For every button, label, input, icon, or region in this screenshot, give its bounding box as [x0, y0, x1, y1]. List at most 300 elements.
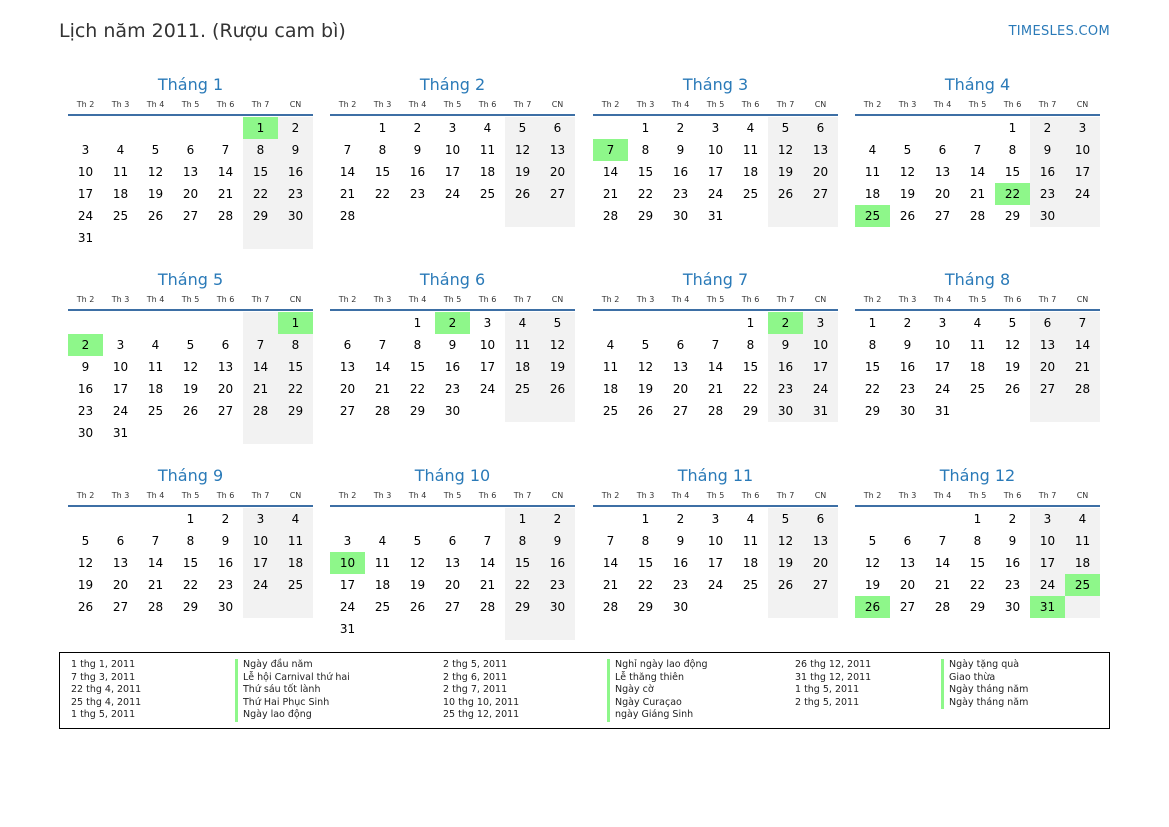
day-cell: 21 — [147, 578, 164, 592]
day-cell: 29 — [969, 600, 986, 614]
weekday-label: Th 3 — [373, 100, 392, 109]
day-cell: 18 — [278, 552, 313, 574]
weekday-label: CN — [289, 100, 302, 109]
empty-cell — [278, 596, 313, 618]
day-cell: 5 — [1008, 316, 1017, 330]
day-cell: 23 — [409, 187, 426, 201]
legend-date: 2 thg 5, 2011 — [443, 659, 508, 670]
day-cell: 7 — [938, 534, 947, 548]
month-name: Tháng 12 — [939, 466, 1016, 485]
day-cell: 7 — [378, 338, 387, 352]
day-cell: 24 — [77, 209, 94, 223]
day-cell: 6 — [343, 338, 352, 352]
day-cell: 6 — [221, 338, 230, 352]
day-cell: 26 — [768, 574, 803, 596]
weekday-label: Th 7 — [1038, 100, 1057, 109]
month-block — [330, 74, 575, 227]
weekday-label: Th 2 — [76, 100, 95, 109]
weekday-label: Th 2 — [601, 295, 620, 304]
day-cell: 4 — [151, 338, 160, 352]
day-cell: 20 — [444, 578, 461, 592]
day-grid — [855, 116, 1100, 227]
weekday-label: Th 2 — [76, 491, 95, 500]
weekday-header — [593, 96, 838, 116]
weekday-label: Th 4 — [408, 491, 427, 500]
day-cell: 10 — [1030, 530, 1065, 552]
empty-cell — [663, 312, 698, 334]
month-name: Tháng 6 — [419, 270, 486, 289]
day-grid — [855, 507, 1100, 618]
day-cell: 21 — [602, 578, 619, 592]
day-cell: 15 — [969, 556, 986, 570]
day-grid — [593, 311, 838, 422]
weekday-label: Th 4 — [671, 295, 690, 304]
day-cell: 4 — [116, 143, 125, 157]
weekday-label: Th 6 — [216, 100, 235, 109]
weekday-label: Th 2 — [338, 295, 357, 304]
day-cell: 31 — [803, 400, 838, 422]
day-cell: 19 — [77, 578, 94, 592]
day-cell: 14 — [243, 356, 278, 378]
weekday-label: Th 7 — [1038, 491, 1057, 500]
empty-cell — [278, 227, 313, 249]
day-cell: 9 — [221, 534, 230, 548]
day-cell: 1 — [1008, 121, 1017, 135]
day-cell: 10 — [243, 530, 278, 552]
empty-cell — [173, 117, 208, 139]
day-cell: 22 — [637, 578, 654, 592]
day-cell: 19 — [505, 161, 540, 183]
empty-cell — [628, 312, 663, 334]
day-cell: 24 — [1065, 183, 1100, 205]
day-cell: 11 — [742, 143, 759, 157]
day-cell: 31 — [934, 404, 951, 418]
day-cell: 8 — [278, 334, 313, 356]
day-cell: 14 — [1065, 334, 1100, 356]
day-cell: 13 — [803, 139, 838, 161]
legend-holiday-name: Thứ Hai Phục Sinh — [235, 697, 350, 710]
weekday-label: Th 7 — [776, 100, 795, 109]
month-block — [855, 74, 1100, 227]
day-cell: 11 — [147, 360, 164, 374]
day-cell: 8 — [505, 530, 540, 552]
empty-cell — [400, 618, 435, 640]
day-cell: 13 — [339, 360, 356, 374]
empty-cell — [803, 596, 838, 618]
legend-holiday-name: Ngày tặng quà — [941, 659, 1028, 672]
empty-cell — [68, 312, 103, 334]
day-cell: 23 — [77, 404, 94, 418]
day-cell: 11 — [505, 334, 540, 356]
day-cell: 17 — [243, 552, 278, 574]
day-cell: 15 — [637, 165, 654, 179]
day-cell: 19 — [899, 187, 916, 201]
day-cell: 11 — [602, 360, 619, 374]
day-cell: 31 — [112, 426, 129, 440]
legend-holiday-name: Ngày cờ — [607, 684, 708, 697]
day-cell: 7 — [243, 334, 278, 356]
day-cell: 19 — [768, 552, 803, 574]
day-cell: 16 — [77, 382, 94, 396]
day-cell: 13 — [112, 556, 129, 570]
day-cell: 28 — [602, 209, 619, 223]
weekday-label: Th 4 — [408, 100, 427, 109]
empty-cell — [173, 227, 208, 249]
day-cell: 14 — [339, 165, 356, 179]
day-cell: 6 — [903, 534, 912, 548]
empty-cell — [1065, 400, 1100, 422]
weekday-label: Th 4 — [933, 295, 952, 304]
weekday-label: Th 7 — [776, 491, 795, 500]
weekday-label: CN — [814, 100, 827, 109]
day-cell: 10 — [444, 143, 461, 157]
day-cell: 10 — [934, 338, 951, 352]
day-cell: 20 — [182, 187, 199, 201]
day-cell: 4 — [746, 121, 755, 135]
day-cell: 18 — [374, 578, 391, 592]
day-cell: 12 — [77, 556, 94, 570]
day-grid — [330, 311, 575, 422]
day-cell: 17 — [707, 165, 724, 179]
day-cell: 23 — [672, 578, 689, 592]
day-cell: 1 — [413, 316, 422, 330]
empty-cell — [330, 117, 365, 139]
day-cell: 25 — [742, 187, 759, 201]
day-cell: 16 — [444, 360, 461, 374]
weekday-label: Th 4 — [933, 491, 952, 500]
site-link[interactable]: TIMESLES.COM — [1008, 24, 1110, 39]
day-cell: 24 — [243, 574, 278, 596]
day-cell: 12 — [409, 556, 426, 570]
weekday-header — [68, 96, 313, 116]
day-cell: 29 — [864, 404, 881, 418]
day-cell: 30 — [768, 400, 803, 422]
day-cell: 9 — [278, 139, 313, 161]
legend-holiday-name: Ngày lao động — [235, 709, 350, 722]
weekday-label: Th 3 — [898, 295, 917, 304]
day-cell: 23 — [540, 574, 575, 596]
day-cell: 8 — [186, 534, 195, 548]
day-cell: 13 — [540, 139, 575, 161]
empty-cell — [400, 508, 435, 530]
day-cell: 29 — [742, 404, 759, 418]
weekday-label: Th 6 — [1003, 295, 1022, 304]
day-cell: 18 — [505, 356, 540, 378]
day-cell: 21 — [1065, 356, 1100, 378]
day-cell: 25 — [742, 578, 759, 592]
weekday-label: Th 7 — [513, 100, 532, 109]
day-cell: 21 — [969, 187, 986, 201]
day-cell: 6 — [803, 508, 838, 530]
day-cell: 30 — [77, 426, 94, 440]
day-cell: 26 — [409, 600, 426, 614]
day-grid — [68, 311, 313, 444]
day-cell: 17 — [444, 165, 461, 179]
day-cell: 16 — [899, 360, 916, 374]
empty-cell — [470, 508, 505, 530]
empty-cell — [243, 227, 278, 249]
empty-cell — [890, 117, 925, 139]
empty-cell — [540, 618, 575, 640]
day-cell: 4 — [746, 512, 755, 526]
day-cell: 6 — [540, 117, 575, 139]
day-cell: 30 — [1004, 600, 1021, 614]
day-cell: 14 — [479, 556, 496, 570]
day-cell: 27 — [899, 600, 916, 614]
day-cell: 10 — [479, 338, 496, 352]
weekday-label: Th 2 — [863, 100, 882, 109]
empty-cell — [1065, 205, 1100, 227]
day-cell: 25 — [374, 600, 391, 614]
day-cell: 21 — [374, 382, 391, 396]
empty-cell — [540, 205, 575, 227]
empty-cell — [1065, 596, 1100, 618]
day-cell: 8 — [413, 338, 422, 352]
month-block — [330, 269, 575, 422]
legend-date: 1 thg 5, 2011 — [795, 684, 860, 696]
weekday-label: Th 3 — [111, 491, 130, 500]
day-cell: 8 — [868, 338, 877, 352]
day-cell: 20 — [217, 382, 234, 396]
weekday-label: Th 5 — [706, 100, 725, 109]
legend-names-col-1 — [235, 659, 350, 722]
empty-cell — [103, 312, 138, 334]
day-cell: 26 — [147, 209, 164, 223]
month-name: Tháng 5 — [157, 270, 224, 289]
weekday-label: Th 6 — [1003, 491, 1022, 500]
day-cell: 7 — [711, 338, 720, 352]
day-cell: 12 — [1004, 338, 1021, 352]
weekday-label: CN — [814, 295, 827, 304]
day-cell: 13 — [899, 556, 916, 570]
day-cell: 16 — [409, 165, 426, 179]
day-cell: 3 — [711, 512, 720, 526]
day-cell: 20 — [934, 187, 951, 201]
day-cell: 20 — [112, 578, 129, 592]
day-cell: 5 — [868, 534, 877, 548]
day-cell: 7 — [593, 139, 628, 161]
weekday-label: Th 5 — [706, 491, 725, 500]
weekday-label: Th 7 — [513, 295, 532, 304]
day-cell: 3 — [243, 508, 278, 530]
weekday-label: CN — [289, 491, 302, 500]
empty-cell — [138, 508, 173, 530]
day-cell: 27 — [934, 209, 951, 223]
day-cell: 27 — [803, 574, 838, 596]
weekday-label: Th 4 — [146, 100, 165, 109]
day-cell: 16 — [540, 552, 575, 574]
legend-dates-col-2 — [443, 659, 519, 722]
day-cell: 9 — [1030, 139, 1065, 161]
day-cell: 6 — [1030, 312, 1065, 334]
day-cell: 23 — [1004, 578, 1021, 592]
empty-cell — [208, 117, 243, 139]
weekday-label: Th 6 — [478, 491, 497, 500]
weekday-label: Th 4 — [146, 491, 165, 500]
day-cell: 17 — [1030, 552, 1065, 574]
day-cell: 14 — [602, 556, 619, 570]
day-cell: 24 — [444, 187, 461, 201]
empty-cell — [435, 205, 470, 227]
day-cell: 20 — [803, 552, 838, 574]
weekday-label: Th 5 — [181, 491, 200, 500]
weekday-label: Th 2 — [601, 491, 620, 500]
day-cell: 5 — [186, 338, 195, 352]
legend-date: 2 thg 6, 2011 — [443, 671, 508, 683]
weekday-label: Th 2 — [863, 491, 882, 500]
day-grid — [593, 116, 838, 227]
empty-cell — [960, 117, 995, 139]
day-cell: 15 — [864, 360, 881, 374]
day-cell: 10 — [707, 143, 724, 157]
day-cell: 16 — [768, 356, 803, 378]
day-cell: 5 — [505, 117, 540, 139]
day-cell: 30 — [899, 404, 916, 418]
day-cell: 18 — [742, 556, 759, 570]
day-cell: 11 — [969, 338, 986, 352]
day-cell: 14 — [374, 360, 391, 374]
day-cell: 24 — [479, 382, 496, 396]
day-cell: 23 — [278, 183, 313, 205]
day-cell: 5 — [903, 143, 912, 157]
day-cell: 22 — [864, 382, 881, 396]
day-cell: 13 — [803, 530, 838, 552]
day-cell: 15 — [637, 556, 654, 570]
legend-date: 1 thg 5, 2011 — [71, 709, 136, 721]
day-cell: 18 — [969, 360, 986, 374]
day-cell: 3 — [81, 143, 90, 157]
weekday-label: Th 3 — [636, 491, 655, 500]
day-cell: 4 — [973, 316, 982, 330]
empty-cell — [505, 400, 540, 422]
day-cell: 22 — [995, 183, 1030, 205]
day-cell: 13 — [182, 165, 199, 179]
month-name: Tháng 1 — [157, 75, 224, 94]
day-cell: 30 — [217, 600, 234, 614]
weekday-label: Th 2 — [76, 295, 95, 304]
day-cell: 22 — [374, 187, 391, 201]
empty-cell — [435, 618, 470, 640]
day-cell: 27 — [672, 404, 689, 418]
weekday-label: Th 5 — [181, 295, 200, 304]
empty-cell — [925, 117, 960, 139]
empty-cell — [698, 312, 733, 334]
day-cell: 14 — [602, 165, 619, 179]
day-cell: 20 — [1030, 356, 1065, 378]
legend-date: 10 thg 10, 2011 — [443, 696, 520, 708]
day-cell: 13 — [217, 360, 234, 374]
weekday-label: Th 6 — [741, 295, 760, 304]
day-cell: 13 — [444, 556, 461, 570]
legend-date: 2 thg 7, 2011 — [443, 684, 508, 696]
day-cell: 4 — [378, 534, 387, 548]
day-cell: 25 — [969, 382, 986, 396]
day-cell: 3 — [803, 312, 838, 334]
day-cell: 12 — [182, 360, 199, 374]
day-cell: 14 — [934, 556, 951, 570]
day-cell: 4 — [606, 338, 615, 352]
weekday-label: Th 3 — [111, 100, 130, 109]
empty-cell — [505, 618, 540, 640]
day-cell: 31 — [707, 209, 724, 223]
weekday-header — [593, 291, 838, 311]
day-cell: 7 — [343, 143, 352, 157]
weekday-label: Th 7 — [251, 100, 270, 109]
empty-cell — [278, 422, 313, 444]
weekday-label: Th 6 — [216, 295, 235, 304]
day-cell: 30 — [444, 404, 461, 418]
day-cell: 5 — [641, 338, 650, 352]
day-cell: 19 — [147, 187, 164, 201]
empty-cell — [803, 205, 838, 227]
day-cell: 2 — [903, 316, 912, 330]
day-cell: 10 — [112, 360, 129, 374]
day-cell: 26 — [637, 404, 654, 418]
empty-cell — [173, 422, 208, 444]
day-cell: 2 — [1008, 512, 1017, 526]
day-cell: 6 — [803, 117, 838, 139]
day-cell: 1 — [641, 512, 650, 526]
day-cell: 23 — [899, 382, 916, 396]
legend-holiday-name: Ngày đầu năm — [235, 659, 350, 672]
weekday-label: Th 5 — [443, 100, 462, 109]
day-cell: 22 — [182, 578, 199, 592]
day-cell: 26 — [1004, 382, 1021, 396]
weekday-label: Th 5 — [968, 295, 987, 304]
day-cell: 22 — [278, 378, 313, 400]
day-cell: 15 — [182, 556, 199, 570]
weekday-header — [855, 487, 1100, 507]
day-cell: 7 — [151, 534, 160, 548]
day-cell: 23 — [444, 382, 461, 396]
empty-cell — [68, 508, 103, 530]
day-cell: 19 — [182, 382, 199, 396]
weekday-header — [330, 487, 575, 507]
day-cell: 26 — [768, 183, 803, 205]
day-cell: 25 — [479, 187, 496, 201]
weekday-label: CN — [551, 100, 564, 109]
day-cell: 9 — [676, 143, 685, 157]
month-name: Tháng 4 — [944, 75, 1011, 94]
empty-cell — [243, 422, 278, 444]
day-cell: 1 — [641, 121, 650, 135]
day-cell: 2 — [768, 312, 803, 334]
day-cell: 19 — [768, 161, 803, 183]
day-cell: 16 — [217, 556, 234, 570]
empty-cell — [593, 312, 628, 334]
day-cell: 9 — [540, 530, 575, 552]
day-cell: 7 — [606, 534, 615, 548]
legend-holiday-name: Lễ thăng thiên — [607, 672, 708, 685]
empty-cell — [593, 117, 628, 139]
day-cell: 5 — [540, 312, 575, 334]
weekday-label: Th 3 — [373, 491, 392, 500]
empty-cell — [330, 312, 365, 334]
legend-holiday-name: Ngày tháng năm — [941, 697, 1028, 710]
day-cell: 1 — [868, 316, 877, 330]
empty-cell — [435, 508, 470, 530]
day-cell: 6 — [938, 143, 947, 157]
day-cell: 25 — [855, 205, 890, 227]
day-cell: 25 — [147, 404, 164, 418]
day-cell: 4 — [868, 143, 877, 157]
day-cell: 12 — [899, 165, 916, 179]
weekday-header — [330, 291, 575, 311]
weekday-label: Th 4 — [671, 100, 690, 109]
day-cell: 12 — [147, 165, 164, 179]
legend-date: 25 thg 4, 2011 — [71, 696, 142, 708]
weekday-label: Th 6 — [741, 100, 760, 109]
